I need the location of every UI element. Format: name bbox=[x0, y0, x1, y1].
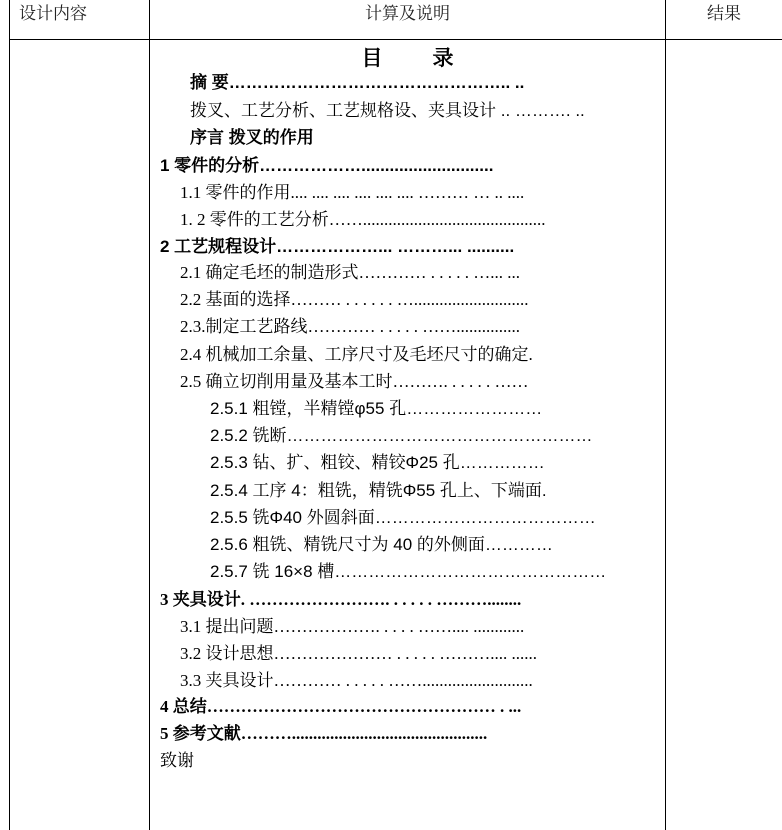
toc-entry: 2.1 确定毛坯的制造形式………… . . . . . …... ... bbox=[180, 263, 520, 282]
toc-entry: 2.2 基面的选择……… . . . . . . …........................... bbox=[180, 290, 529, 309]
toc-entry: 1. 2 零件的工艺分析……........................................... bbox=[180, 210, 546, 229]
toc-entry: 致谢 bbox=[160, 751, 194, 770]
toc-entry: 1 零件的分析………………............................ bbox=[160, 156, 494, 175]
toc-entry: 3.3 夹具设计………… . . . . . …….......................... bbox=[180, 671, 533, 690]
toc-entry: 2.5.2 铣断……………………………………………… bbox=[210, 426, 593, 445]
header-row-divider bbox=[9, 39, 782, 40]
toc-entry: 1.1 零件的作用.... .... .... .... .... .... ……… … .. .... bbox=[180, 183, 525, 202]
toc-entry: 3 夹具设计. ……………………. . . . . . ………........ bbox=[160, 590, 522, 609]
table-left-border bbox=[9, 0, 10, 830]
toc-entry: 2.5.7 铣 16×8 槽………………………………………… bbox=[210, 562, 607, 581]
toc-entry: 2.3.制定工艺路线………… . . . . . ……............... bbox=[180, 317, 520, 336]
toc-entry: 5 参考文献……….............................................. bbox=[160, 724, 488, 743]
toc-entry: 2.5.5 铣Φ40 外圆斜面………………………………… bbox=[210, 508, 596, 527]
toc-entry: 4 总结…………………………………………… . ... bbox=[160, 697, 522, 716]
toc-entry: 2.5.3 钻、扩、粗铰、精铰Φ25 孔…………… bbox=[210, 453, 545, 472]
header-design-content: 设计内容 bbox=[19, 4, 87, 24]
toc-title bbox=[150, 42, 665, 72]
toc-entry: 3.2 设计思想………………… . . . . . ……….... ...... bbox=[180, 644, 537, 663]
column-divider-2 bbox=[665, 0, 666, 830]
column-divider-1 bbox=[149, 0, 150, 830]
toc-entry: 2 工艺规程设计………………... ………... .......... bbox=[160, 237, 515, 256]
toc-entry: 2.4 机械加工余量、工序尺寸及毛坯尺寸的确定. bbox=[180, 345, 533, 364]
toc-entry: 拨叉、工艺分析、工艺规格设、夹具设计 .. ………. .. bbox=[190, 101, 585, 120]
toc-entry: 2.5.4 工序 4：粗铣，精铣Φ55 孔上、下端面. bbox=[210, 481, 547, 500]
toc-entry: 2.5.6 粗铣、精铣尺寸为 40 的外侧面………… bbox=[210, 535, 553, 554]
toc-entry: 3.1 提出问题………………. . . . . …….... ............ bbox=[180, 617, 525, 636]
toc-entry: 2.5.1 粗镗，半精镗φ55 孔…………………… bbox=[210, 399, 543, 418]
toc-entry: 序言 拨叉的作用 bbox=[190, 128, 314, 147]
toc-title-char-2: 录 bbox=[432, 46, 454, 70]
toc-entry: 摘 要………………………………………….. .. bbox=[190, 73, 525, 92]
header-results: 结果 bbox=[707, 4, 741, 24]
header-calculation-notes: 计算及说明 bbox=[365, 4, 450, 24]
toc-title-char-1: 目 bbox=[361, 46, 383, 70]
toc-entry: 2.5 确立切削用量及基本工时………. . . . . . …… bbox=[180, 372, 529, 391]
